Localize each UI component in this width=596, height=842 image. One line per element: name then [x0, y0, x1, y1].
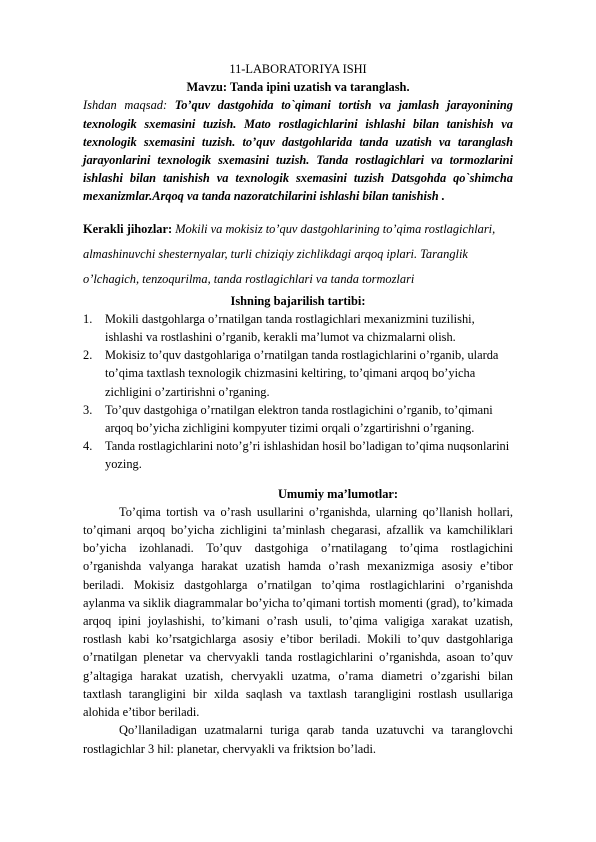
goal-label: Ishdan maqsad:	[83, 98, 168, 113]
tools-text-2: almashinuvchi shesternyalar, turli chiziqiy zichlikdagi arqoq iplari. Taranglik	[83, 246, 468, 261]
body-paragraph-1: To’qima tortish va o’rash usullarini o’rganishda, ularning qo’llanish hollari, to’qimani arqoq bo’yicha zichligini ta’minlash chegarasi, afzallik va kamchiliklari bo’yicha izohlanadi. To’quv dastgohiga o’rnatilagang to’qima rostlagichini o’rganishda valyanga harakat uzatish hamda o’rash mexanizmiga asosiy e’tibor beriladi. Mokisiz dastgohlarga o’rnatilgan to’qima rostlagichlarini o’rganishda aylanma va siklik diagrammalar bo’yicha to’qimani tortish momenti (grad), to’kimada arqoq ipini joylashishi, to’kimani o’rash usuli, to’qima valigiga xarakat uzatish, rostlash kabi ko’rsatgichlarga asosiy e’tibor beriladi. Mokili to’quv dastgohlariga o’rnatilgan plenetar va chervyakli tanda rostlagichlarini o’rganishda, asoan to’quv g’altagiga harakat uzatish, chervyakli uzatma, o’rama diametri o’zgarishi bilan taxtlash tarangligini bir xilda saqlash va taxtlash tarangligini rostlash usullariga alohida e’tibor beriladi.	[83, 504, 513, 720]
goal-paragraph	[83, 96, 513, 205]
document-page	[83, 60, 513, 758]
step-item	[83, 310, 513, 346]
spacer	[83, 206, 513, 217]
step-number: 1.	[83, 311, 93, 326]
spacer	[83, 474, 513, 485]
tools-paragraph	[83, 217, 513, 292]
step-text: Tanda rostlagichlarini noto’g’ri ishlashidan hosil bo’ladigan to’qima nuqsonlarini yozing.	[105, 439, 510, 472]
step-text: Mokisiz to’quv dastgohlariga o’rnatilgan tanda rostlagichlarini o’rganib, ularda to’qima taxtlash texnologik chizmasini keltiring, to’qimani arqoq bo’yicha zichligini o’zartirishni o’rganing.	[105, 348, 499, 399]
lab-title: 11-LABORATORIYA ISHI	[229, 62, 367, 76]
steps-heading: Ishning bajarilish tartibi:	[230, 293, 366, 308]
step-number: 3.	[83, 402, 93, 417]
tools-line-3	[83, 267, 513, 292]
tools-label: Kerakli jihozlar:	[83, 221, 173, 236]
goal-text: To’quv dastgohida to`qimani tortish va jamlash jarayonining texnologik sxemasini tuzish. Mato rostlagichlarini ishlashi bilan tanishish va texnologik sxemasini tuzish. to’quv dastgohlarida tanda uzatish va taranglash jarayonlarini texnologik sxemasini tuzish. Tanda rostlagichlari va tormozlarini ishlashi bilan tanishish va texnologik sxemasini tuzish Datsgohda qo`shimcha mexanizmlar.Arqoq va tanda nazoratchilarini ishlashi bilan tanishish .	[83, 98, 513, 204]
info-heading: Umumiy ma’lumotlar:	[277, 486, 399, 501]
tools-line-1	[83, 217, 513, 242]
body-paragraph-2: Qo’llaniladigan uzatmalarni turiga qarab tanda uzatuvchi va taranglovchi rostlagichlar 3 hil: planetar, chervyakli va friktsion bo’ladi.	[83, 723, 513, 756]
tools-text-1: Mokili va mokisiz to’quv dastgohlarining to’qima rostlagichlari,	[175, 221, 496, 236]
step-item	[83, 437, 513, 473]
step-text: Mokili dastgohlarga o’rnatilgan tanda rostlagichlari mexanizmini tuzilishi, ishlashi va rostlashini o’rganib, kerakli ma’lumot va chizmalarni olish.	[105, 311, 475, 345]
step-item	[83, 401, 513, 437]
step-number: 4.	[83, 439, 93, 454]
steps-list	[83, 310, 513, 474]
tools-line-2	[83, 242, 513, 267]
tools-text-3: o’lchagich, tenzoqurilma, tanda rostlagichlari va tanda tormozlari	[83, 271, 415, 286]
step-text: To’quv dastgohiga o’rnatilgan elektron tanda rostlagichini o’rganib, to’qimani arqoq bo’yicha zichligini kompyuter tizimi orqali o’zgartirishni o’rganing.	[105, 402, 493, 436]
step-number: 2.	[83, 348, 93, 363]
topic-heading: Mavzu: Tanda ipini uzatish va taranglash.	[186, 80, 410, 95]
step-item	[83, 346, 513, 401]
